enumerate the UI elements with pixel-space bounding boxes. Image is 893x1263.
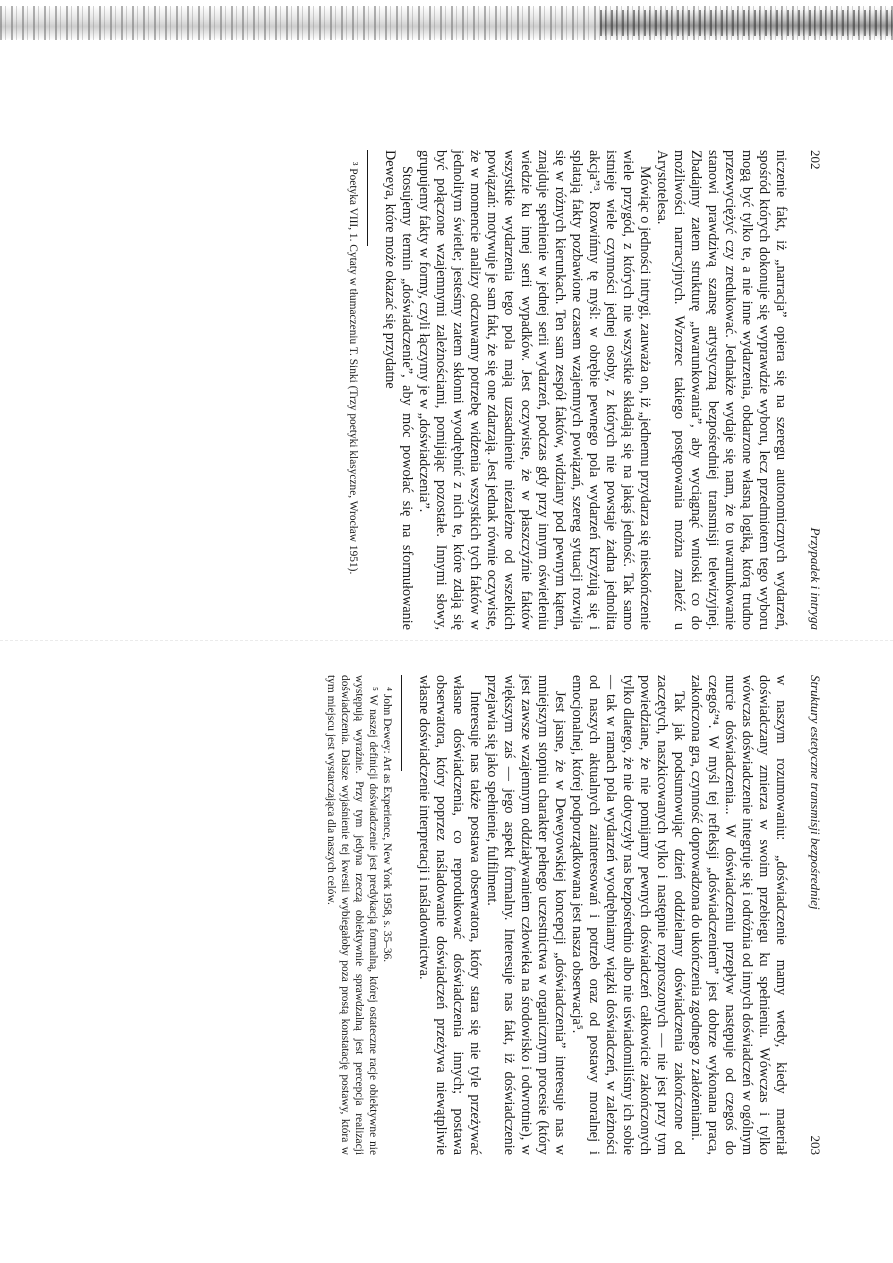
scan-edge-artifact-dark	[600, 10, 893, 36]
running-head-203	[807, 675, 823, 1155]
page-number: 203	[808, 1135, 823, 1155]
paragraph: niczenie fakt, iż „narracja” opiera się na szeregu autonomicznych wydarzeń, spośród których dokonuje się wyprawdzie wyboru, lecz przedmiotem tego wyboru mogą być tylko te, a nie inne wydarzenia, obdarzone własną logiką, którą trudno przezwyciężyć czy zredukować. Jednakże wydaje się nam, że to uwarunkowanie stanowi prawdziwą szansę artystyczną bezpośredniej transmisji telewizyjnej. Zbadajmy zatem strukturę „uwarunkowania”, aby wyciągnąć wnioski co do możliwości narracyjnych. Wzorzec takiego postępowania można znaleźć u Arystotelesa.	[654, 150, 789, 630]
paragraph: Interesuje nas także postawa obserwatora, który stara się nie tyle przeżywać własne doświadczenia, co reprodukować doświadczenia innych; postawa obserwatora, który poprzez naśladowanie doświadczeń przeżywa niewątpliwie własne doświadczenie interpretacji i naśladownictwa.	[416, 675, 483, 1155]
body-text	[415, 675, 789, 1155]
footnote: ³ Poetyka VIII, 1. Cytaty w tłumaczeniu T. Sinki (Trzy poetyki klasyczne, Wrocław 1951).	[347, 162, 359, 575]
body-text	[381, 150, 789, 630]
page-number: 202	[808, 150, 823, 170]
paragraph: Tak jak podsumowując dzień oddzielamy doświadczenia zakończone od zaczętych, naszkicowanych tylko i następnie rozproszonych — nie jest przy tym powiedziane, że nie pomijamy pewnych doświadczeń całkowicie zakończonych tylko dlatego, że nie dotyczyły nas bezpośrednio albo nie uświadomiliśmy ich sobie — tak w ramach pola wydarzeń wyodrębniamy wiązki doświadczeń, w zależności od naszych aktualnych zainteresowań i potrzeb oraz od postawy moralnej i emocjonalnej, której podporządkowana jest nasza obserwacja⁵.	[569, 675, 687, 1155]
footnotes	[324, 675, 394, 1155]
footnote-rule	[401, 675, 402, 771]
footnote-rule	[367, 150, 368, 246]
footnotes	[346, 150, 360, 630]
footnote: ⁵ W naszej definicji doświadczenie jest predykacją formalną, której ostateczne racje obiektywne nie występują wyraźnie. Przy tym jedyna rzeczą obiektywnie sprawdzalną jest percepcja realizacji doświadczenia. Dalsze wyjaśnienie tej kwestii wybiegałoby poza prostą konstatację postawy, która w tym miejscu jest wystarczająca dla naszych celów.	[325, 675, 379, 1155]
paragraph: w naszym rozumowaniu: „doświadczenie mamy wtedy, kiedy materiał doświadczany zmierza w swoim przebiegu ku spełnieniu. Wówczas i tylko wówczas doświadczenie integruje się i odróżnia od innych doświadczeń w ogólnym nurcie doświadczenia... W doświadczeniu przepływ następuje od czegoś do czegoś”⁴. W myśl tej refleksji „doświadczeniem” jest dobrze wykonana praca, zakończona gra, czynność doprowadzona do ukończenia zgodnego z założeniami.	[688, 675, 789, 1155]
running-head-title: Przypadek i intryga	[808, 527, 823, 630]
paragraph: Mówiąc o jedności intrygi, zauważa on, iż „jednemu przydarza się nieskończenie wiele przygód, z których nie wszystkie składają się na jakąś jedność. Tak samo istnieje wiele czynności jednej osoby, z których nie powstaje żadna jednolita akcja”³. Rozwińmy tę myśl: w obrębie pewnego pola wydarzeń krzyżują się i splatają fakty pozbawione czasem wzajemnych powiązań, szereg sytuacji rozwija się w różnych kierunkach. Ten sam zespół faktów, widziany pod pewnym kątem, znajduje spełnienie w jednej serii wydarzeń, podczas gdy przy innym oświetleniu wiedzie ku innej serii wypadków. Jest oczywiste, że w płaszczyźnie faktów wszystkie wydarzenia tego pola mają uzasadnienie niezależne od wszelkich powiązań: motywuje je sam fakt, że się one zdarzają. Jest jednak równie oczywiste, że w momencie analizy odczuwamy potrzebę widzenia wszystkich tych faktów w jednolitym świetle; jesteśmy zatem skłonni wyodrębnić z nich te, które zdają się być połączone wzajemnymi zależnościami, pomijając pozostałe. Innymi słowy, grupujemy fakty w formy, czyli łączymy je w „doświadczenia”.	[416, 150, 653, 630]
page-203	[93, 675, 823, 1155]
page-gutter	[0, 640, 893, 641]
paragraph: Jest jasne, że w Deweyowskiej koncepcji „doświadczenia” interesuje nas w mniejszym stopniu charakter pełnego uczestnictwa w organicznym procesie (który jest zawsze wzajemnym oddziaływaniem człowieka na środowisko i odwrotnie), w większym zaś — jego aspekt formalny. Interesuje nas fakt, iż doświadczenie przejawia się jako spełnienie, fulfilment.	[484, 675, 568, 1155]
page-202	[133, 150, 823, 630]
footnote: ⁴ John Dewey: Art as Experience, New York 1958, s. 35–36.	[381, 687, 393, 963]
paragraph: Stosujemy termin „doświadczenie”, aby móc powołać się na sformułowanie Deweya, które może okazać się przydatne	[382, 150, 415, 630]
running-head-202	[807, 150, 823, 630]
running-head-title: Struktury estetyczne transmisji bezpośredniej	[808, 675, 823, 910]
